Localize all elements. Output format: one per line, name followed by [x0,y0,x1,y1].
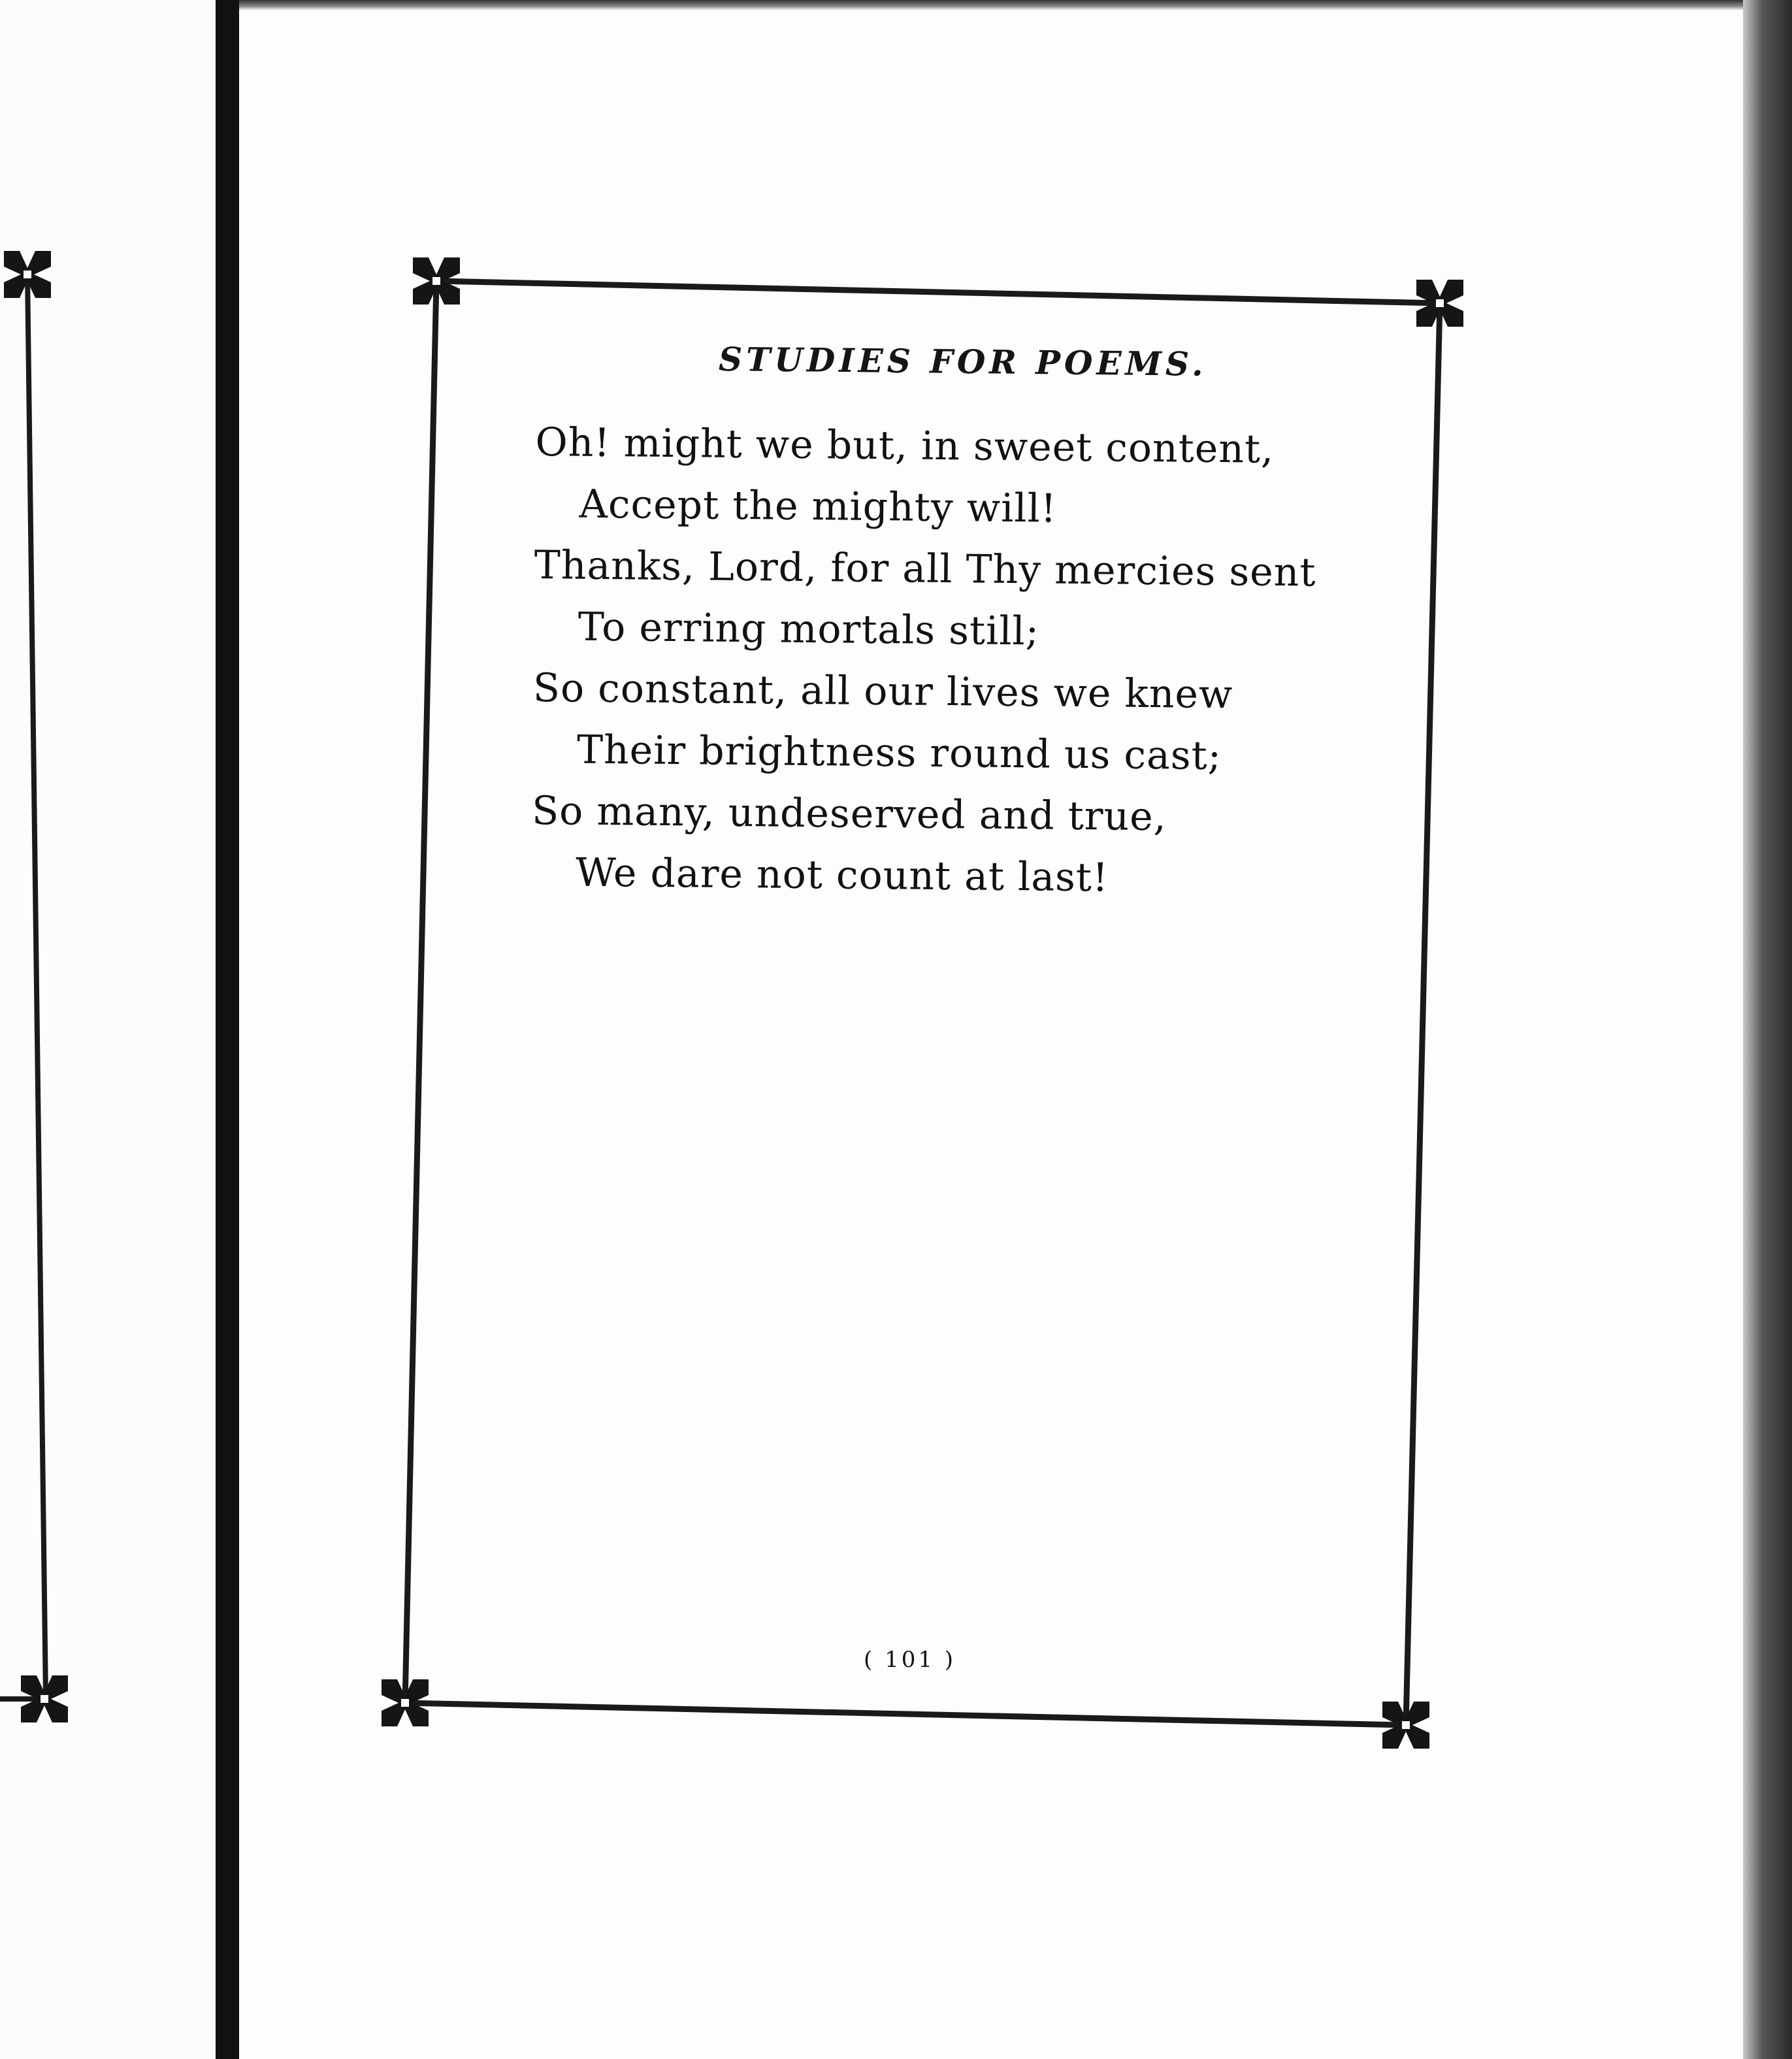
poem-line: Thanks, Lord, for all Thy mercies sent [534,542,1316,596]
running-head: STUDIES FOR POEMS. [718,340,1207,384]
page-number: ( 101 ) [864,1647,956,1673]
poem-line: We dare not count at last! [575,849,1109,901]
poem-line: So many, undeserved and true, [531,787,1167,840]
poem-line: So constant, all our lives we knew [532,665,1233,718]
previous-page-border [0,251,68,1722]
poem-line: Accept the mighty will! [579,481,1058,532]
poem-stanza [531,412,1318,910]
poem-line: Oh! might we but, in sweet content, [535,419,1275,472]
poem-line: Their brightness round us cast; [576,727,1222,780]
poem-line: To erring mortals still; [578,604,1040,655]
